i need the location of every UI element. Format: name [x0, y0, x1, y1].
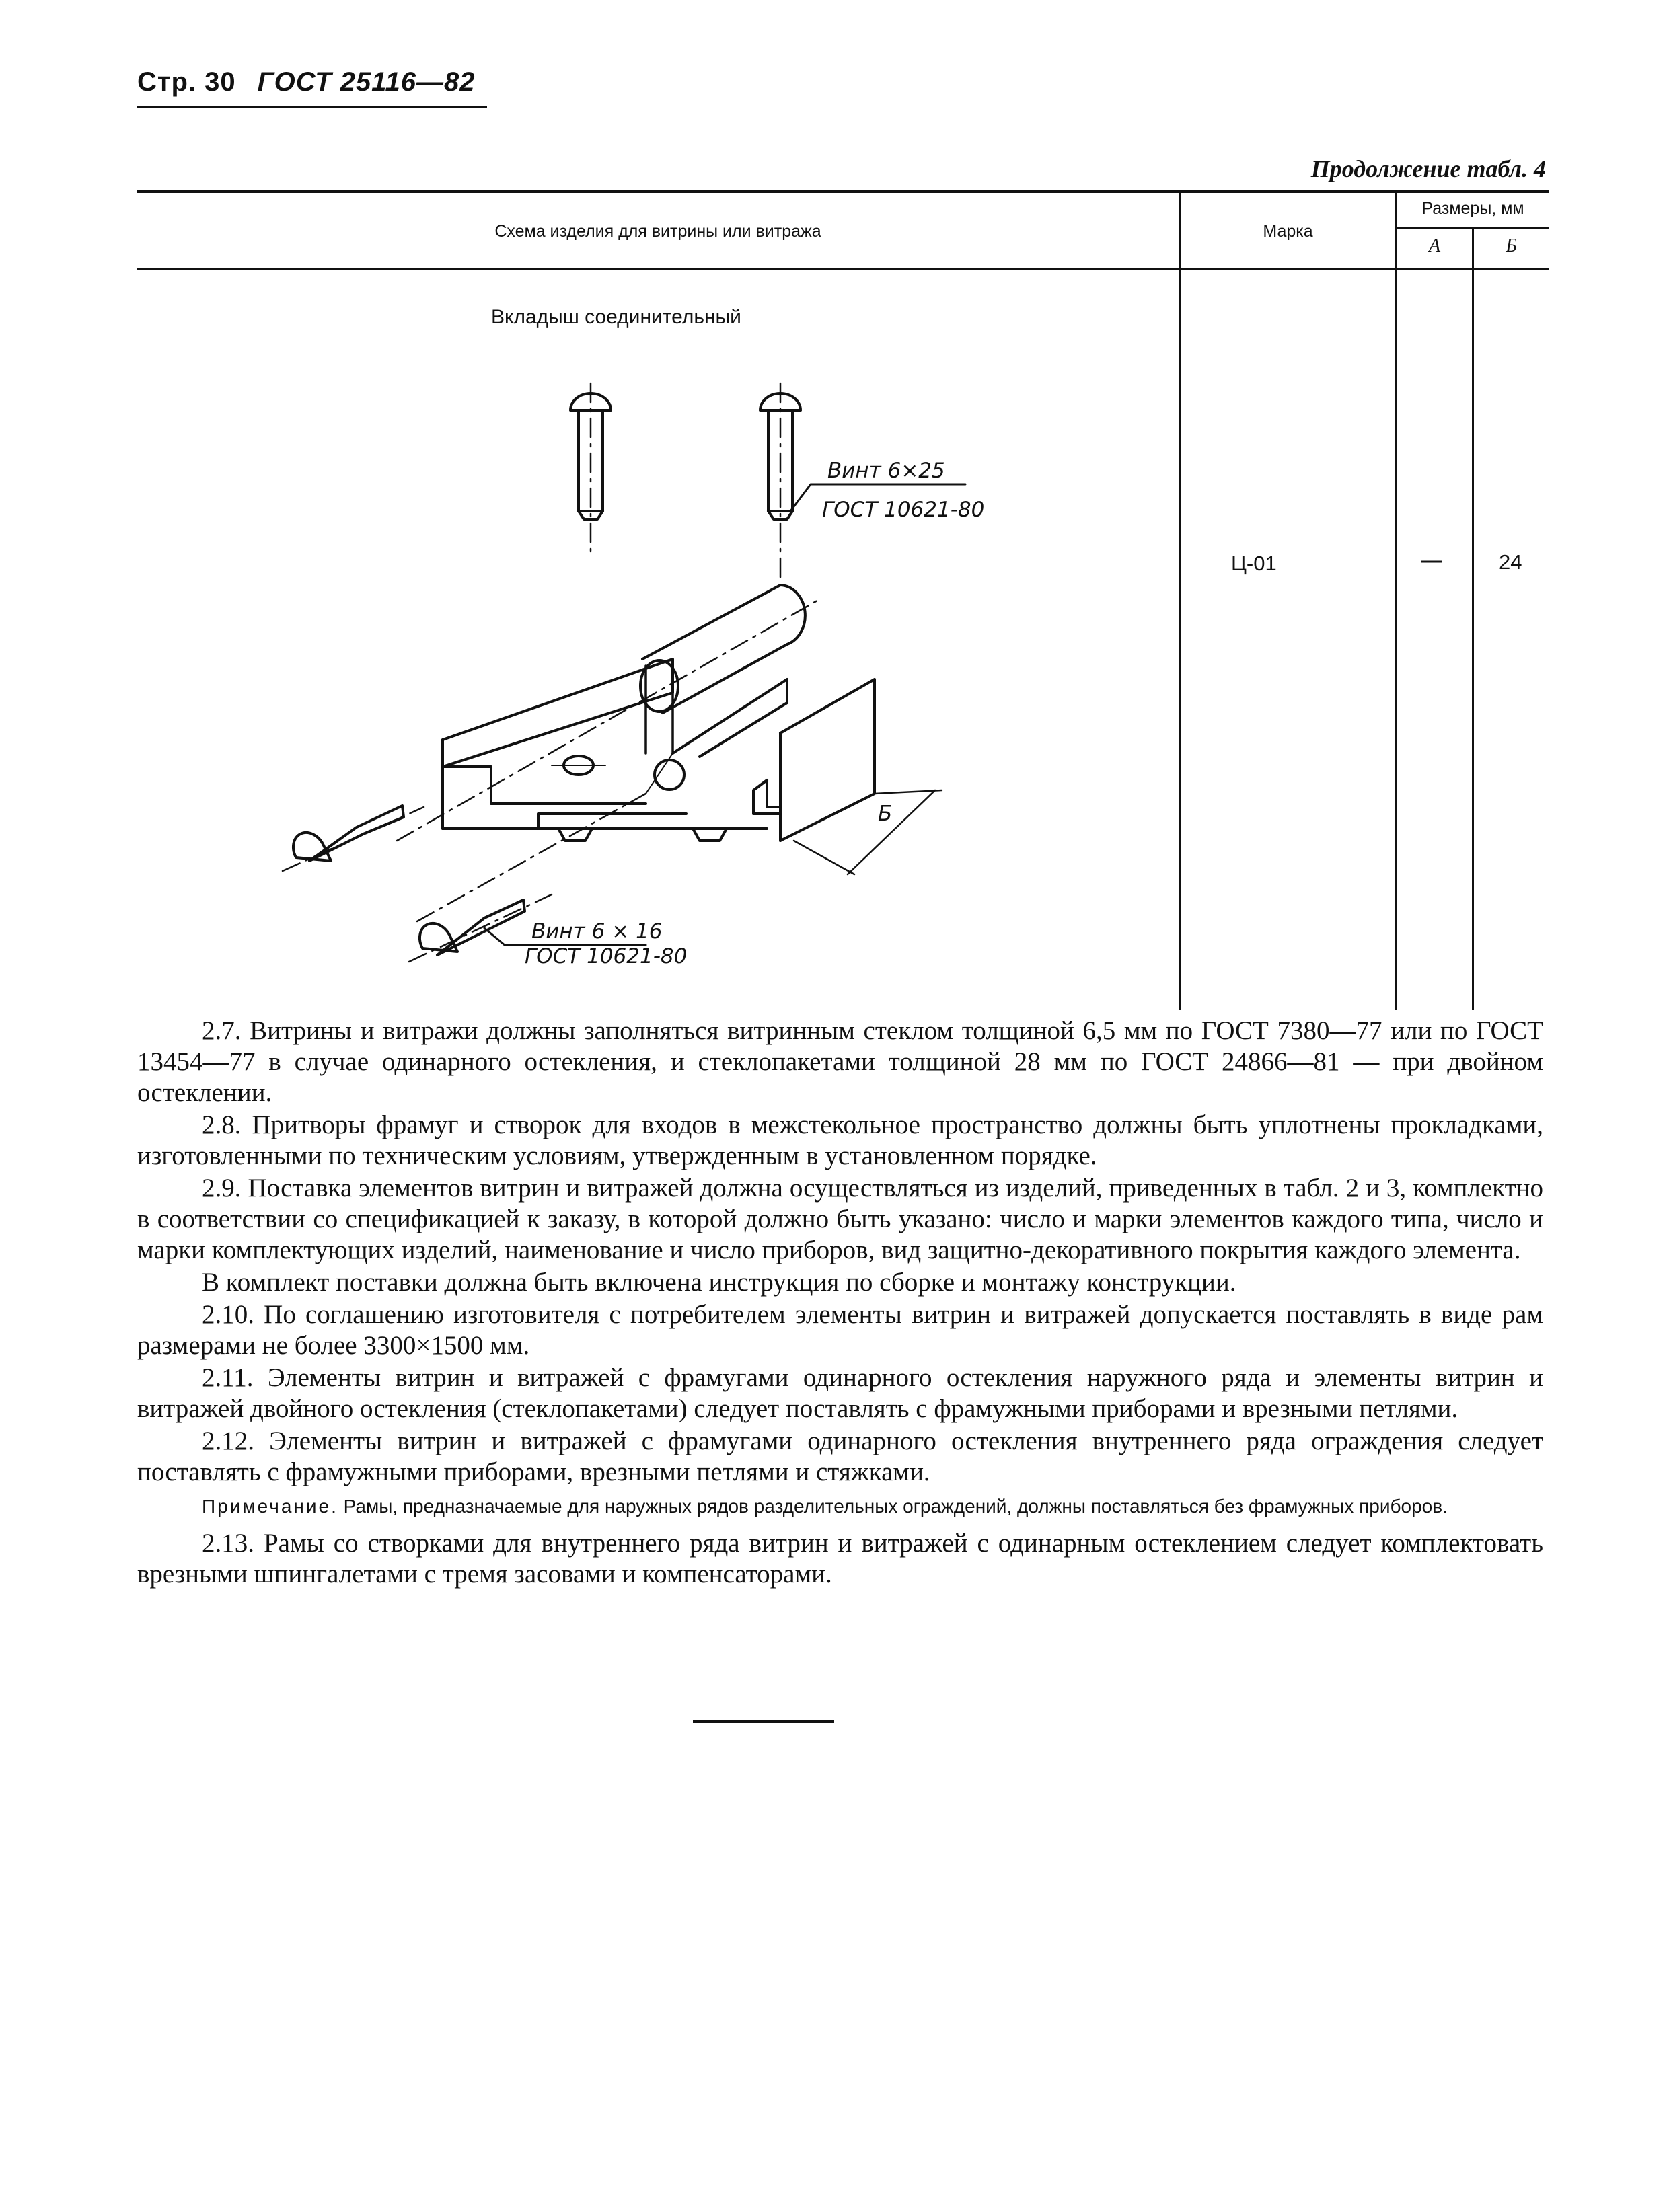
standard-number: ГОСТ 25116—82 — [257, 67, 476, 97]
note-text: Рамы, предназначаемые для наружных рядов разделительных ограждений, должны поставляться без фрамужных приборов. — [343, 1496, 1448, 1517]
page-number: Стр. 30 — [137, 67, 236, 97]
bottom-screw-standard: ГОСТ 10621-80 — [525, 944, 688, 968]
column-header-mark: Марка — [1263, 222, 1313, 241]
paragraph-2-8: 2.8. Притворы фрамуг и створок для входов в межстекольное пространство должны быть уплотнены прокладками, изготовленными по техническим условиям, утвержденным в установленном порядке. — [137, 1110, 1543, 1170]
paragraph-2-9: 2.9. Поставка элементов витрин и витражей должна осуществляться из изделий, приведенных в табл. 2 и 3, комплектно в соответствии со спецификацией к заказу, в которой должно быть указано: число и марки элементов каждого типа, число и марки комплектующих изделий, наименование и число приборов, вид защитно-декоративного покрытия каждого элемента. — [137, 1174, 1543, 1264]
item-size-a: — — [1421, 548, 1442, 572]
note — [137, 1494, 1543, 1519]
top-screw-standard: ГОСТ 10621-80 — [822, 498, 985, 522]
body-text — [137, 1016, 1543, 1591]
paragraph-2-13: 2.13. Рамы со створками для внутреннего ряда витрин и витражей с одинарным остеклением следует комплектовать врезными шпингалетами с тремя засовами и компенсаторами. — [137, 1529, 1543, 1589]
column-header-sizes: Размеры, мм — [1421, 199, 1524, 218]
note-label: Примечание. — [202, 1496, 338, 1517]
connector-insert-drawing — [269, 377, 1023, 968]
item-mark: Ц-01 — [1231, 551, 1277, 575]
table-continuation-label: Продолжение табл. 4 — [1310, 155, 1546, 182]
table-top-rule — [137, 190, 1549, 193]
bottom-screw-label: Винт 6 × 16 — [531, 919, 663, 944]
table-sizes-rule — [1395, 227, 1549, 229]
paragraph-2-7: 2.7. Витрины и витражи должны заполняться витринным стеклом толщиной 6,5 мм по ГОСТ 7380—77 или по ГОСТ 13454—77 в случае одинарного остекления, и стеклопакетами толщиной 28 мм по ГОСТ 24866—81 — при двойном остеклении. — [137, 1016, 1543, 1107]
column-header-b: Б — [1506, 235, 1517, 256]
column-header-a: А — [1428, 235, 1441, 256]
dimension-label: Б — [878, 802, 893, 826]
paragraph-2-12: 2.12. Элементы витрин и витражей с фрамугами одинарного остекления внутреннего ряда ограждения следует поставлять с фрамужными приборами, врезными петлями и стяжками. — [137, 1426, 1543, 1486]
paragraph-2-10: 2.10. По соглашению изготовителя с потребителем элементы витрин и витражей допускается поставлять в виде рам размерами не более 3300×1500 мм. — [137, 1300, 1543, 1360]
paragraph-kit: В комплект поставки должна быть включена инструкция по сборке и монтажу конструкции. — [202, 1268, 1236, 1297]
item-title: Вкладыш соединительный — [491, 306, 741, 328]
end-rule — [693, 1720, 834, 1723]
column-header-scheme: Схема изделия для витрины или витража — [494, 222, 821, 241]
paragraph-2-11: 2.11. Элементы витрин и витражей с фрамугами одинарного остекления наружного ряда и элементы витрин и витражей двойного остекления (стеклопакетами) следует поставлять с фрамужными приборами и врезными петлями. — [137, 1363, 1543, 1423]
item-size-b: 24 — [1499, 550, 1522, 574]
top-screw-label: Винт 6×25 — [827, 459, 945, 483]
header-rule — [137, 106, 487, 108]
top-screw-right — [760, 383, 801, 578]
table-vline-mark — [1179, 193, 1181, 1010]
table-vline-a — [1395, 193, 1397, 1010]
table-header-rule — [137, 268, 1549, 270]
top-screw-left — [570, 383, 611, 551]
page-header — [137, 67, 475, 98]
table-vline-b — [1472, 229, 1474, 1010]
